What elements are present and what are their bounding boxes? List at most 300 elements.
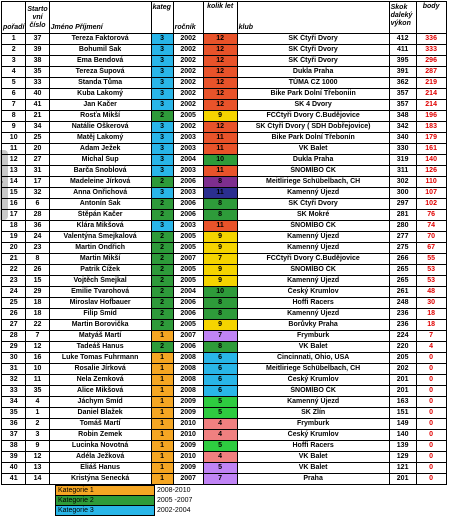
birth-year-cell[interactable]: 2008 [173, 386, 203, 397]
start-number-cell[interactable]: 8 [26, 254, 49, 265]
category-cell[interactable]: 3 [151, 67, 173, 78]
category-cell[interactable]: 3 [151, 34, 173, 45]
jump-result-cell[interactable]: 330 [389, 144, 416, 155]
start-number-cell[interactable]: 38 [26, 56, 49, 67]
name-cell[interactable]: Klára Mikšová [49, 221, 151, 232]
club-cell[interactable]: Kamenný Újezd [237, 188, 389, 199]
age-cell[interactable]: 11 [203, 166, 237, 177]
category-cell[interactable]: 3 [151, 56, 173, 67]
category-cell[interactable]: 3 [151, 122, 173, 133]
name-cell[interactable]: Ema Bendová [49, 56, 151, 67]
birth-year-cell[interactable]: 2002 [173, 67, 203, 78]
rank-cell[interactable]: 31 [2, 364, 26, 375]
age-cell[interactable]: 6 [203, 386, 237, 397]
birth-year-cell[interactable]: 2005 [173, 320, 203, 331]
rank-cell[interactable]: 25 [2, 298, 26, 309]
points-cell[interactable]: 102 [416, 199, 446, 210]
rank-cell[interactable]: 22 [2, 265, 26, 276]
points-cell[interactable]: 70 [416, 232, 446, 243]
category-cell[interactable]: 3 [151, 78, 173, 89]
club-cell[interactable]: VK Balet [237, 463, 389, 474]
category-cell[interactable]: 1 [151, 463, 173, 474]
birth-year-cell[interactable]: 2009 [173, 408, 203, 419]
category-cell[interactable]: 1 [151, 397, 173, 408]
category-cell[interactable]: 3 [151, 188, 173, 199]
points-cell[interactable]: 296 [416, 56, 446, 67]
age-cell[interactable]: 5 [203, 463, 237, 474]
rank-cell[interactable]: 17 [2, 210, 26, 221]
age-cell[interactable]: 12 [203, 56, 237, 67]
rank-cell[interactable]: 19 [2, 232, 26, 243]
points-cell[interactable]: 53 [416, 276, 446, 287]
rank-cell[interactable]: 39 [2, 452, 26, 463]
birth-year-cell[interactable]: 2004 [173, 287, 203, 298]
category-cell[interactable]: 1 [151, 430, 173, 441]
points-cell[interactable]: 0 [416, 463, 446, 474]
points-cell[interactable]: 7 [416, 331, 446, 342]
rank-cell[interactable]: 32 [2, 375, 26, 386]
club-cell[interactable]: Český Krumlov [237, 287, 389, 298]
jump-result-cell[interactable]: 121 [389, 463, 416, 474]
rank-cell[interactable]: 23 [2, 276, 26, 287]
birth-year-cell[interactable]: 2007 [173, 254, 203, 265]
name-cell[interactable]: Tereza Faktorová [49, 34, 151, 45]
category-cell[interactable]: 3 [151, 155, 173, 166]
rank-cell[interactable]: 37 [2, 430, 26, 441]
start-number-cell[interactable]: 27 [26, 155, 49, 166]
points-cell[interactable]: 183 [416, 122, 446, 133]
rank-cell[interactable]: 28 [2, 331, 26, 342]
category-cell[interactable]: 1 [151, 452, 173, 463]
age-cell[interactable]: 4 [203, 430, 237, 441]
points-cell[interactable]: 179 [416, 133, 446, 144]
age-cell[interactable]: 11 [203, 144, 237, 155]
club-cell[interactable]: Kamenný Újezd [237, 243, 389, 254]
category-cell[interactable]: 2 [151, 298, 173, 309]
rank-cell[interactable]: 3 [2, 56, 26, 67]
start-number-cell[interactable]: 18 [26, 298, 49, 309]
name-cell[interactable]: Anna Onřichová [49, 188, 151, 199]
name-cell[interactable]: Rosťa Mikší [49, 111, 151, 122]
start-number-cell[interactable]: 28 [26, 210, 49, 221]
age-cell[interactable]: 9 [203, 232, 237, 243]
birth-year-cell[interactable]: 2009 [173, 463, 203, 474]
name-cell[interactable]: Antonín Šak [49, 199, 151, 210]
start-number-cell[interactable]: 1 [26, 408, 49, 419]
category-cell[interactable]: 3 [151, 89, 173, 100]
club-cell[interactable]: Meitliriege Schübelbach, CH [237, 364, 389, 375]
age-cell[interactable]: 7 [203, 331, 237, 342]
points-cell[interactable]: 76 [416, 210, 446, 221]
jump-result-cell[interactable]: 412 [389, 34, 416, 45]
jump-result-cell[interactable]: 348 [389, 111, 416, 122]
rank-cell[interactable]: 29 [2, 342, 26, 353]
jump-result-cell[interactable]: 151 [389, 408, 416, 419]
birth-year-cell[interactable]: 2007 [173, 331, 203, 342]
age-cell[interactable]: 8 [203, 177, 237, 188]
birth-year-cell[interactable]: 2010 [173, 419, 203, 430]
start-number-cell[interactable]: 10 [26, 364, 49, 375]
birth-year-cell[interactable]: 2010 [173, 452, 203, 463]
age-cell[interactable]: 11 [203, 133, 237, 144]
jump-result-cell[interactable]: 297 [389, 199, 416, 210]
start-number-cell[interactable]: 29 [26, 287, 49, 298]
age-cell[interactable]: 6 [203, 353, 237, 364]
jump-result-cell[interactable]: 140 [389, 430, 416, 441]
category-cell[interactable]: 2 [151, 320, 173, 331]
jump-result-cell[interactable]: 163 [389, 397, 416, 408]
rank-cell[interactable]: 36 [2, 419, 26, 430]
jump-result-cell[interactable]: 236 [389, 320, 416, 331]
rank-cell[interactable]: 15 [2, 188, 26, 199]
category-cell[interactable]: 3 [151, 221, 173, 232]
jump-result-cell[interactable]: 302 [389, 177, 416, 188]
jump-result-cell[interactable]: 275 [389, 243, 416, 254]
start-number-cell[interactable]: 11 [26, 375, 49, 386]
start-number-cell[interactable]: 4 [26, 397, 49, 408]
age-cell[interactable]: 12 [203, 100, 237, 111]
birth-year-cell[interactable]: 2006 [173, 210, 203, 221]
rank-cell[interactable]: 24 [2, 287, 26, 298]
category-cell[interactable]: 2 [151, 342, 173, 353]
points-cell[interactable]: 0 [416, 364, 446, 375]
jump-result-cell[interactable]: 340 [389, 133, 416, 144]
name-cell[interactable]: Rosalie Jírková [49, 364, 151, 375]
start-number-cell[interactable]: 35 [26, 386, 49, 397]
name-cell[interactable]: Matěj Lakomý [49, 133, 151, 144]
name-cell[interactable]: Jáchym Šmíd [49, 397, 151, 408]
points-cell[interactable]: 74 [416, 221, 446, 232]
jump-result-cell[interactable]: 129 [389, 452, 416, 463]
category-cell[interactable]: 1 [151, 375, 173, 386]
rank-cell[interactable]: 35 [2, 408, 26, 419]
club-cell[interactable]: Dukla Praha [237, 67, 389, 78]
start-number-cell[interactable]: 9 [26, 441, 49, 452]
points-cell[interactable]: 0 [416, 474, 446, 485]
category-cell[interactable]: 1 [151, 353, 173, 364]
birth-year-cell[interactable]: 2005 [173, 243, 203, 254]
jump-result-cell[interactable]: 311 [389, 166, 416, 177]
jump-result-cell[interactable]: 139 [389, 441, 416, 452]
rank-cell[interactable]: 18 [2, 221, 26, 232]
name-cell[interactable]: Adam Ježek [49, 144, 151, 155]
name-cell[interactable]: Tereza Šupová [49, 67, 151, 78]
club-cell[interactable]: Frymburk [237, 419, 389, 430]
name-cell[interactable]: Jan Kačer [49, 100, 151, 111]
start-number-cell[interactable]: 40 [26, 89, 49, 100]
category-cell[interactable]: 1 [151, 474, 173, 485]
birth-year-cell[interactable]: 2003 [173, 133, 203, 144]
age-cell[interactable]: 10 [203, 155, 237, 166]
club-cell[interactable]: SK 4 Dvory [237, 100, 389, 111]
birth-year-cell[interactable]: 2005 [173, 276, 203, 287]
club-cell[interactable]: Cincinnati, Ohio, USA [237, 353, 389, 364]
birth-year-cell[interactable]: 2002 [173, 122, 203, 133]
points-cell[interactable]: 219 [416, 78, 446, 89]
start-number-cell[interactable]: 33 [26, 78, 49, 89]
start-number-cell[interactable]: 20 [26, 144, 49, 155]
name-cell[interactable]: Tadeáš Hanus [49, 342, 151, 353]
jump-result-cell[interactable]: 319 [389, 155, 416, 166]
jump-result-cell[interactable]: 300 [389, 188, 416, 199]
club-cell[interactable]: FCČtyři Dvory Č.Budějovice [237, 111, 389, 122]
category-cell[interactable]: 2 [151, 232, 173, 243]
category-cell[interactable]: 2 [151, 287, 173, 298]
name-cell[interactable]: Filip Šmíd [49, 309, 151, 320]
start-number-cell[interactable]: 25 [26, 133, 49, 144]
start-number-cell[interactable]: 35 [26, 67, 49, 78]
category-cell[interactable]: 1 [151, 408, 173, 419]
rank-cell[interactable]: 26 [2, 309, 26, 320]
club-cell[interactable]: Bike Park Dolní Třebonín [237, 133, 389, 144]
name-cell[interactable]: Natálie Oškerová [49, 122, 151, 133]
jump-result-cell[interactable]: 201 [389, 386, 416, 397]
age-cell[interactable]: 9 [203, 243, 237, 254]
points-cell[interactable]: 53 [416, 265, 446, 276]
start-number-cell[interactable]: 34 [26, 122, 49, 133]
age-cell[interactable]: 4 [203, 452, 237, 463]
club-cell[interactable]: Bike Park Dolní Třeboniin [237, 89, 389, 100]
category-cell[interactable]: 3 [151, 133, 173, 144]
rank-cell[interactable]: 38 [2, 441, 26, 452]
points-cell[interactable]: 30 [416, 298, 446, 309]
birth-year-cell[interactable]: 2002 [173, 89, 203, 100]
start-number-cell[interactable]: 2 [26, 419, 49, 430]
age-cell[interactable]: 9 [203, 320, 237, 331]
start-number-cell[interactable]: 7 [26, 331, 49, 342]
jump-result-cell[interactable]: 201 [389, 474, 416, 485]
start-number-cell[interactable]: 3 [26, 430, 49, 441]
category-cell[interactable]: 1 [151, 331, 173, 342]
birth-year-cell[interactable]: 2004 [173, 155, 203, 166]
start-number-cell[interactable]: 21 [26, 111, 49, 122]
jump-result-cell[interactable]: 149 [389, 419, 416, 430]
name-cell[interactable]: Adéla Ježková [49, 452, 151, 463]
jump-result-cell[interactable]: 248 [389, 298, 416, 309]
points-cell[interactable]: 196 [416, 111, 446, 122]
club-cell[interactable]: Kamenný Újezd [237, 276, 389, 287]
name-cell[interactable]: Miroslav Hofbauer [49, 298, 151, 309]
category-cell[interactable]: 1 [151, 364, 173, 375]
club-cell[interactable]: TŮMA CZ 1000 [237, 78, 389, 89]
points-cell[interactable]: 55 [416, 254, 446, 265]
birth-year-cell[interactable]: 2003 [173, 188, 203, 199]
category-cell[interactable]: 2 [151, 199, 173, 210]
points-cell[interactable]: 0 [416, 430, 446, 441]
birth-year-cell[interactable]: 2002 [173, 78, 203, 89]
category-cell[interactable]: 2 [151, 243, 173, 254]
category-cell[interactable]: 1 [151, 441, 173, 452]
rank-cell[interactable]: 34 [2, 397, 26, 408]
start-number-cell[interactable]: 31 [26, 166, 49, 177]
age-cell[interactable]: 12 [203, 78, 237, 89]
jump-result-cell[interactable]: 342 [389, 122, 416, 133]
start-number-cell[interactable]: 24 [26, 232, 49, 243]
points-cell[interactable]: 48 [416, 287, 446, 298]
rank-cell[interactable]: 14 [2, 177, 26, 188]
name-cell[interactable]: Nela Zemková [49, 375, 151, 386]
birth-year-cell[interactable]: 2003 [173, 166, 203, 177]
points-cell[interactable]: 161 [416, 144, 446, 155]
rank-cell[interactable]: 10 [2, 133, 26, 144]
club-cell[interactable]: ŠNOMÍBO ČK [237, 386, 389, 397]
start-number-cell[interactable]: 32 [26, 188, 49, 199]
birth-year-cell[interactable]: 2009 [173, 397, 203, 408]
category-cell[interactable]: 2 [151, 309, 173, 320]
club-cell[interactable]: SK Mokré [237, 210, 389, 221]
points-cell[interactable]: 333 [416, 45, 446, 56]
club-cell[interactable]: Frymburk [237, 331, 389, 342]
rank-cell[interactable]: 13 [2, 166, 26, 177]
name-cell[interactable]: Eliáš Hanus [49, 463, 151, 474]
points-cell[interactable]: 214 [416, 89, 446, 100]
club-cell[interactable]: SK Čtyři Dvory [237, 45, 389, 56]
start-number-cell[interactable]: 14 [26, 474, 49, 485]
age-cell[interactable]: 12 [203, 67, 237, 78]
age-cell[interactable]: 12 [203, 122, 237, 133]
club-cell[interactable]: Meitliriege Schübelbach, CH [237, 177, 389, 188]
club-cell[interactable]: SK Čtyři Dvory [237, 34, 389, 45]
start-number-cell[interactable]: 39 [26, 45, 49, 56]
points-cell[interactable]: 126 [416, 166, 446, 177]
club-cell[interactable]: SK Čtyři Dvory ( SDH Dobřejovice) [237, 122, 389, 133]
name-cell[interactable]: Vojtěch Šmejkal [49, 276, 151, 287]
points-cell[interactable]: 0 [416, 419, 446, 430]
club-cell[interactable]: FCČtyři Dvory Č.Budějovice [237, 254, 389, 265]
category-cell[interactable]: 2 [151, 210, 173, 221]
age-cell[interactable]: 9 [203, 111, 237, 122]
category-cell[interactable]: 3 [151, 100, 173, 111]
points-cell[interactable]: 0 [416, 397, 446, 408]
name-cell[interactable]: Matyáš Martí [49, 331, 151, 342]
rank-cell[interactable]: 8 [2, 111, 26, 122]
birth-year-cell[interactable]: 2009 [173, 441, 203, 452]
club-cell[interactable]: Český Krumlov [237, 430, 389, 441]
birth-year-cell[interactable]: 2006 [173, 177, 203, 188]
age-cell[interactable]: 8 [203, 199, 237, 210]
category-cell[interactable]: 2 [151, 177, 173, 188]
start-number-cell[interactable]: 37 [26, 34, 49, 45]
rank-cell[interactable]: 33 [2, 386, 26, 397]
club-cell[interactable]: ŠNOMÍBO ČK [237, 265, 389, 276]
age-cell[interactable]: 5 [203, 397, 237, 408]
jump-result-cell[interactable]: 281 [389, 210, 416, 221]
club-cell[interactable]: SK Čtyři Dvory [237, 56, 389, 67]
birth-year-cell[interactable]: 2002 [173, 45, 203, 56]
start-number-cell[interactable]: 22 [26, 320, 49, 331]
name-cell[interactable]: Martin Borovička [49, 320, 151, 331]
birth-year-cell[interactable]: 2002 [173, 56, 203, 67]
jump-result-cell[interactable]: 357 [389, 89, 416, 100]
rank-cell[interactable]: 4 [2, 67, 26, 78]
birth-year-cell[interactable]: 2006 [173, 298, 203, 309]
birth-year-cell[interactable]: 2008 [173, 353, 203, 364]
age-cell[interactable]: 8 [203, 342, 237, 353]
age-cell[interactable]: 8 [203, 309, 237, 320]
age-cell[interactable]: 9 [203, 276, 237, 287]
rank-cell[interactable]: 12 [2, 155, 26, 166]
name-cell[interactable]: Tomáš Martí [49, 419, 151, 430]
start-number-cell[interactable]: 16 [26, 353, 49, 364]
jump-result-cell[interactable]: 236 [389, 309, 416, 320]
birth-year-cell[interactable]: 2006 [173, 309, 203, 320]
jump-result-cell[interactable]: 391 [389, 67, 416, 78]
rank-cell[interactable]: 7 [2, 100, 26, 111]
points-cell[interactable]: 67 [416, 243, 446, 254]
start-number-cell[interactable]: 13 [26, 463, 49, 474]
category-cell[interactable]: 1 [151, 419, 173, 430]
club-cell[interactable]: VK Balet [237, 144, 389, 155]
category-cell[interactable]: 3 [151, 144, 173, 155]
start-number-cell[interactable]: 23 [26, 243, 49, 254]
rank-cell[interactable]: 11 [2, 144, 26, 155]
club-cell[interactable]: Kamenný Újezd [237, 397, 389, 408]
rank-cell[interactable]: 41 [2, 474, 26, 485]
club-cell[interactable]: ŠNOMÍBO ČK [237, 166, 389, 177]
club-cell[interactable]: SK Zlín [237, 408, 389, 419]
name-cell[interactable]: Lucinka Novotná [49, 441, 151, 452]
age-cell[interactable]: 5 [203, 408, 237, 419]
club-cell[interactable]: Hoffi Racers [237, 441, 389, 452]
birth-year-cell[interactable]: 2002 [173, 34, 203, 45]
start-number-cell[interactable]: 18 [26, 309, 49, 320]
club-cell[interactable]: Borůvky Praha [237, 320, 389, 331]
points-cell[interactable]: 0 [416, 353, 446, 364]
points-cell[interactable]: 107 [416, 188, 446, 199]
age-cell[interactable]: 11 [203, 221, 237, 232]
points-cell[interactable]: 0 [416, 408, 446, 419]
club-cell[interactable]: SK Čtyři Dvory [237, 199, 389, 210]
points-cell[interactable]: 0 [416, 386, 446, 397]
rank-cell[interactable]: 16 [2, 199, 26, 210]
start-number-cell[interactable]: 6 [26, 199, 49, 210]
birth-year-cell[interactable]: 2005 [173, 265, 203, 276]
points-cell[interactable]: 18 [416, 320, 446, 331]
age-cell[interactable]: 4 [203, 419, 237, 430]
name-cell[interactable]: Štěpán Kačer [49, 210, 151, 221]
rank-cell[interactable]: 2 [2, 45, 26, 56]
birth-year-cell[interactable]: 2008 [173, 364, 203, 375]
jump-result-cell[interactable]: 202 [389, 364, 416, 375]
club-cell[interactable]: Hoffi Racers [237, 298, 389, 309]
name-cell[interactable]: Emilie Tvarohová [49, 287, 151, 298]
birth-year-cell[interactable]: 2005 [173, 111, 203, 122]
age-cell[interactable]: 9 [203, 265, 237, 276]
rank-cell[interactable]: 6 [2, 89, 26, 100]
name-cell[interactable]: Kristýna Senecká [49, 474, 151, 485]
jump-result-cell[interactable]: 277 [389, 232, 416, 243]
name-cell[interactable]: Michal Šup [49, 155, 151, 166]
age-cell[interactable]: 6 [203, 364, 237, 375]
name-cell[interactable]: Kuba Lakomý [49, 89, 151, 100]
birth-year-cell[interactable]: 2003 [173, 144, 203, 155]
jump-result-cell[interactable]: 357 [389, 100, 416, 111]
start-number-cell[interactable]: 17 [26, 177, 49, 188]
category-cell[interactable]: 3 [151, 166, 173, 177]
jump-result-cell[interactable]: 220 [389, 342, 416, 353]
name-cell[interactable]: Bohumil Šak [49, 45, 151, 56]
jump-result-cell[interactable]: 265 [389, 276, 416, 287]
points-cell[interactable]: 0 [416, 375, 446, 386]
club-cell[interactable]: Kamenný Újezd [237, 232, 389, 243]
points-cell[interactable]: 0 [416, 441, 446, 452]
club-cell[interactable]: VK Balet [237, 452, 389, 463]
birth-year-cell[interactable]: 2006 [173, 342, 203, 353]
name-cell[interactable]: Robin Zemek [49, 430, 151, 441]
points-cell[interactable]: 336 [416, 34, 446, 45]
age-cell[interactable]: 11 [203, 188, 237, 199]
points-cell[interactable]: 0 [416, 452, 446, 463]
